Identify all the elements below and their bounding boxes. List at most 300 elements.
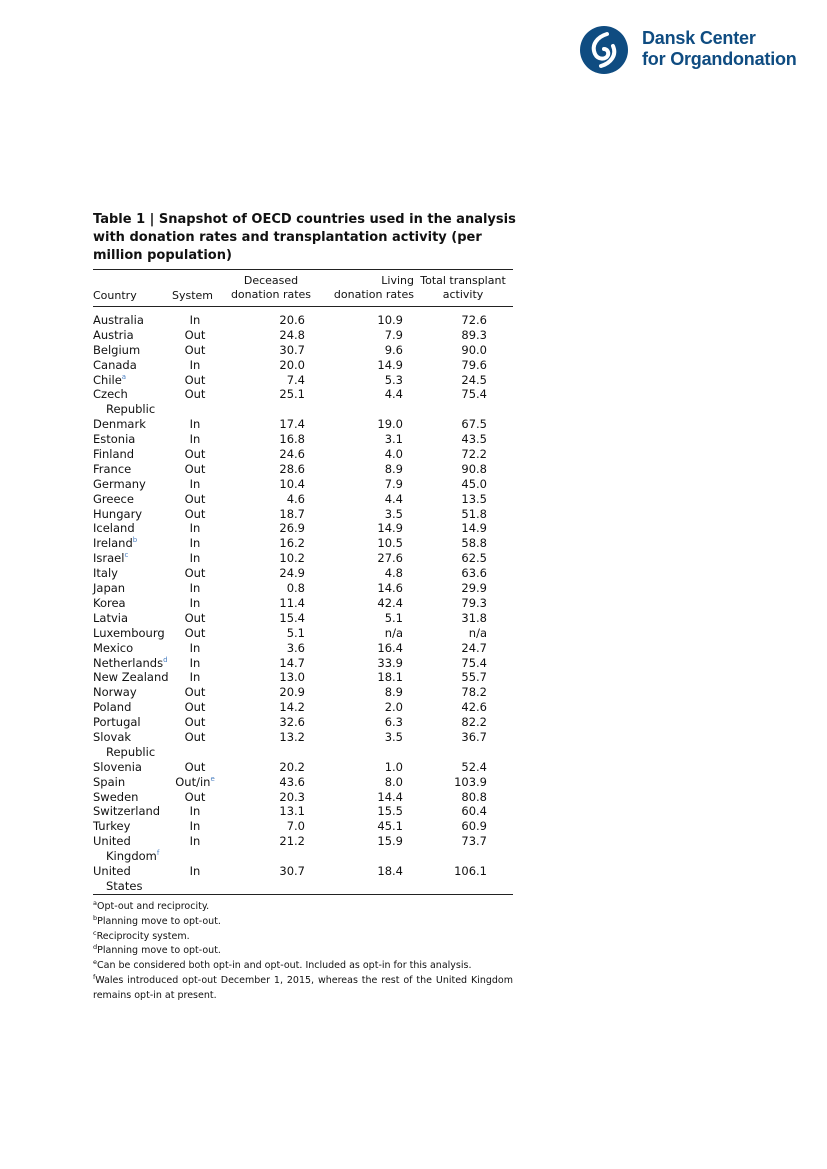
cell-living: 7.9 (384, 476, 403, 491)
cell-deceased: 14.7 (279, 655, 305, 670)
cell-deceased: 26.9 (279, 521, 305, 536)
country-name: France (93, 461, 132, 476)
system-value: In (189, 313, 201, 327)
cell-living: 5.1 (384, 610, 403, 625)
cell-country (93, 670, 173, 685)
cell-living: 4.4 (384, 387, 403, 402)
header-deceased-line2: donation rates (230, 288, 312, 301)
cell-deceased: 20.3 (279, 789, 305, 804)
cell-system (173, 536, 217, 551)
system-value: In (189, 804, 201, 819)
cell-system (173, 551, 217, 566)
cell-deceased: 20.6 (279, 313, 305, 327)
cell-country (93, 775, 173, 790)
cell-total: 31.8 (461, 610, 487, 625)
cell-system (173, 581, 217, 596)
system-value: Out (184, 566, 206, 581)
cell-country (93, 641, 173, 656)
country-name-cont (93, 879, 173, 894)
cell-country (93, 343, 173, 358)
cell-country (93, 551, 173, 566)
cell-deceased: 20.0 (279, 357, 305, 372)
header-living (322, 274, 414, 302)
country-name: Israel (93, 551, 125, 566)
system-value: In (189, 655, 201, 670)
header-living-line1: Living (381, 274, 414, 287)
cell-country (93, 447, 173, 462)
table-row (93, 566, 513, 581)
header-total-line1: Total transplant (420, 274, 506, 287)
system-value: Out (184, 789, 206, 804)
cell-system (173, 596, 217, 611)
cell-deceased: 24.6 (279, 447, 305, 462)
cell-system (173, 566, 217, 581)
country-name-cont (93, 745, 173, 760)
cell-deceased: 24.9 (279, 566, 305, 581)
system-value: Out (184, 342, 206, 357)
country-name: Ireland (93, 536, 133, 551)
cell-deceased: 10.2 (279, 551, 305, 566)
cell-total: 14.9 (461, 521, 487, 536)
table-row (93, 507, 513, 522)
cell-deceased: 14.2 (279, 700, 305, 715)
cell-country (93, 596, 173, 611)
footnote-mark: f (93, 972, 96, 981)
table-row (93, 432, 513, 447)
system-value: Out (184, 506, 206, 521)
cell-country (93, 790, 173, 805)
cell-country (93, 656, 173, 671)
footnote-marker: f (156, 849, 160, 858)
cell-living: 27.6 (377, 551, 403, 566)
country-name-cont-text: Kingdom (106, 849, 157, 864)
cell-living: 9.6 (384, 342, 403, 357)
table-row (93, 864, 513, 894)
table-bottom-rule (93, 894, 513, 895)
cell-deceased: 15.4 (279, 610, 305, 625)
system-value: Out (184, 461, 206, 476)
cell-total: 72.2 (461, 447, 487, 462)
cell-total: 13.5 (461, 491, 487, 506)
system-value: In (189, 581, 201, 596)
cell-system (173, 804, 217, 819)
cell-country (93, 432, 173, 447)
country-name: Latvia (93, 610, 129, 625)
cell-system (173, 626, 217, 641)
cell-country (93, 760, 173, 775)
country-name-cont (93, 849, 173, 864)
cell-living: 45.1 (377, 819, 403, 834)
table-row (93, 462, 513, 477)
cell-deceased: 25.1 (279, 387, 305, 402)
brand-name (642, 28, 797, 70)
cell-system (173, 387, 217, 402)
footnote-text: Wales introduced opt-out December 1, 2015, whereas the rest of the United Kingdom remains opt-in at present. (93, 974, 513, 1001)
cell-total: 103.9 (454, 774, 487, 789)
table-row (93, 641, 513, 656)
country-name: Slovak (93, 729, 132, 744)
country-name: Finland (93, 447, 135, 462)
table-row (93, 387, 513, 417)
cell-country (93, 804, 173, 819)
cell-living: 4.4 (384, 491, 403, 506)
cell-living: 8.9 (384, 461, 403, 476)
country-name: Norway (93, 685, 137, 700)
table-row (93, 492, 513, 507)
cell-country (93, 819, 173, 834)
cell-living: 3.5 (384, 506, 403, 521)
cell-total: 24.7 (461, 640, 487, 655)
cell-total: 45.0 (461, 476, 487, 491)
table-row (93, 656, 513, 671)
cell-system (173, 656, 217, 671)
system-value: In (189, 521, 201, 536)
cell-living: 33.9 (377, 655, 403, 670)
cell-country (93, 373, 173, 388)
cell-system (173, 775, 217, 790)
header-system: System (172, 289, 214, 302)
footnote-text: Can be considered both opt-in and opt-out. Included as opt-in for this analysis. (97, 960, 472, 972)
country-name: Turkey (93, 819, 131, 834)
system-value: Out/in (175, 774, 211, 789)
country-name: United (93, 834, 131, 849)
cell-deceased: 16.2 (279, 536, 305, 551)
footnote-text: Opt-out and reciprocity. (96, 901, 210, 912)
table-row (93, 417, 513, 432)
table-row (93, 551, 513, 566)
cell-deceased: 13.0 (279, 670, 305, 685)
country-name: Austria (93, 327, 134, 342)
cell-total: 75.4 (461, 387, 487, 402)
country-name: Canada (93, 357, 137, 372)
system-value: In (189, 432, 201, 447)
table-row (93, 730, 513, 760)
cell-total: 29.9 (461, 581, 487, 596)
cell-living: n/a (384, 625, 403, 640)
cell-living: 6.3 (384, 715, 403, 730)
table-row (93, 700, 513, 715)
system-value: In (189, 551, 201, 566)
country-name: Portugal (93, 715, 141, 730)
cell-deceased: 32.6 (279, 715, 305, 730)
table-row (93, 343, 513, 358)
cell-total: 73.7 (461, 834, 487, 849)
cell-deceased: 20.2 (279, 759, 305, 774)
table-row (93, 670, 513, 685)
system-value: Out (184, 372, 206, 387)
cell-system (173, 819, 217, 834)
table-row (93, 313, 513, 328)
table-row (93, 581, 513, 596)
cell-living: 15.9 (377, 834, 403, 849)
system-value: Out (184, 491, 206, 506)
cell-system (173, 507, 217, 522)
table-caption: Table 1 | Snapshot of OECD countries used in the analysis with donation rates and transplantation activity (per million population) (93, 212, 516, 263)
country-name: Korea (93, 595, 126, 610)
cell-total: 52.4 (461, 759, 487, 774)
footnote (93, 944, 513, 959)
cell-system (173, 685, 217, 700)
cell-total: 63.6 (461, 566, 487, 581)
footnote (93, 930, 513, 945)
country-name-cont-text: Republic (106, 402, 156, 417)
table-footnotes (93, 900, 513, 1004)
system-value: In (189, 536, 201, 551)
cell-living: 14.9 (377, 357, 403, 372)
header-deceased-line1: Deceased (243, 274, 299, 287)
header-total (412, 274, 514, 302)
cell-total: 80.8 (461, 789, 487, 804)
cell-deceased: 3.6 (286, 640, 305, 655)
table-row (93, 685, 513, 700)
cell-deceased: 30.7 (279, 342, 305, 357)
table-row (93, 596, 513, 611)
system-value: Out (184, 715, 206, 730)
cell-deceased: 13.2 (279, 729, 305, 744)
table-row (93, 536, 513, 551)
country-name: Switzerland (93, 804, 161, 819)
country-name: Mexico (93, 640, 134, 655)
cell-total: 62.5 (461, 551, 487, 566)
cell-living: 14.4 (377, 789, 403, 804)
cell-deceased: 16.8 (279, 432, 305, 447)
country-name: Greece (93, 491, 134, 506)
cell-country (93, 462, 173, 477)
cell-deceased: 17.4 (279, 417, 305, 432)
brand-line-2: for Organdonation (642, 49, 797, 69)
cell-deceased: 13.1 (279, 804, 305, 819)
system-value: In (189, 417, 201, 432)
table-row (93, 477, 513, 492)
cell-total: 24.5 (461, 372, 487, 387)
table-row (93, 834, 513, 864)
footnote-marker: a (121, 372, 127, 381)
country-name-cont-text: Republic (106, 744, 156, 759)
cell-total: 78.2 (461, 685, 487, 700)
cell-living: 10.9 (377, 313, 403, 327)
country-name: New Zealand (93, 670, 169, 685)
country-name: Belgium (93, 342, 141, 357)
country-name: Luxembourg (93, 625, 165, 640)
table-row (93, 790, 513, 805)
cell-total: 55.7 (461, 670, 487, 685)
cell-deceased: 43.6 (279, 774, 305, 789)
cell-living: 2.0 (384, 700, 403, 715)
cell-system (173, 670, 217, 685)
cell-country (93, 328, 173, 343)
table-row (93, 358, 513, 373)
cell-country (93, 536, 173, 551)
footnote (93, 974, 513, 1004)
cell-deceased: 21.2 (279, 834, 305, 849)
footnote-marker: d (163, 655, 168, 664)
table-row (93, 626, 513, 641)
country-name-cont-text: States (106, 878, 143, 893)
cell-deceased: 11.4 (279, 595, 305, 610)
country-name: Italy (93, 566, 118, 581)
footnote (93, 915, 513, 930)
cell-deceased: 5.1 (286, 625, 305, 640)
cell-country (93, 611, 173, 626)
cell-living: 4.8 (384, 566, 403, 581)
cell-living: 18.4 (377, 864, 403, 878)
cell-living: 8.9 (384, 685, 403, 700)
cell-total: 79.6 (461, 357, 487, 372)
country-name: Czech (93, 387, 128, 402)
country-name: Sweden (93, 789, 139, 804)
footnote-text: Reciprocity system. (96, 930, 190, 942)
footnote (93, 900, 513, 915)
footnote-mark: d (93, 943, 98, 952)
cell-system (173, 432, 217, 447)
cell-system (173, 313, 217, 328)
cell-country (93, 626, 173, 641)
cell-total: 67.5 (461, 417, 487, 432)
cell-total: n/a (468, 625, 487, 640)
cell-total: 90.8 (461, 461, 487, 476)
cell-living: 14.9 (377, 521, 403, 536)
cell-system (173, 328, 217, 343)
cell-total: 90.0 (461, 342, 487, 357)
cell-system (173, 417, 217, 432)
cell-living: 5.3 (384, 372, 403, 387)
cell-country (93, 715, 173, 730)
cell-living: 19.0 (377, 417, 403, 432)
cell-total: 36.7 (461, 729, 487, 744)
cell-deceased: 4.6 (286, 491, 305, 506)
footnote (93, 959, 513, 974)
cell-living: 10.5 (377, 536, 403, 551)
cell-living: 15.5 (377, 804, 403, 819)
system-value: Out (184, 387, 206, 402)
footnote-text: Planning move to opt-out. (97, 945, 221, 957)
table-row (93, 373, 513, 388)
system-value: Out (184, 625, 206, 640)
system-value: In (189, 640, 201, 655)
footnote-mark: a (93, 898, 97, 907)
cell-total: 60.4 (461, 804, 487, 819)
cell-system (173, 521, 217, 536)
cell-total: 60.9 (461, 819, 487, 834)
country-name: Germany (93, 476, 146, 491)
footnote-marker: c (124, 551, 129, 560)
cell-country (93, 387, 173, 417)
table-row (93, 611, 513, 626)
header-deceased (225, 274, 317, 302)
cell-system (173, 715, 217, 730)
brand-line-1: Dansk Center (642, 28, 756, 48)
table-row (93, 328, 513, 343)
cell-living: 1.0 (384, 759, 403, 774)
system-value: Out (184, 700, 206, 715)
country-name: United (93, 864, 131, 878)
cell-country (93, 834, 173, 864)
footnote-mark: e (93, 958, 97, 967)
cell-total: 51.8 (461, 506, 487, 521)
system-value: In (189, 864, 201, 878)
cell-living: 42.4 (377, 595, 403, 610)
cell-living: 3.5 (384, 729, 403, 744)
brand-logo (578, 25, 818, 77)
cell-system (173, 462, 217, 477)
table-row (93, 521, 513, 536)
cell-living: 3.1 (384, 432, 403, 447)
cell-country (93, 492, 173, 507)
table-row (93, 760, 513, 775)
cell-living: 7.9 (384, 327, 403, 342)
table-row (93, 819, 513, 834)
cell-system (173, 447, 217, 462)
country-name-cont (93, 402, 173, 417)
system-value: Out (184, 610, 206, 625)
cell-deceased: 10.4 (279, 476, 305, 491)
system-value: Out (184, 327, 206, 342)
system-value: Out (184, 447, 206, 462)
country-name: Hungary (93, 506, 143, 521)
country-name: Iceland (93, 521, 135, 536)
footnote-mark: b (93, 913, 98, 922)
country-name: Japan (93, 581, 126, 596)
cell-system (173, 477, 217, 492)
cell-country (93, 313, 173, 328)
table-row (93, 447, 513, 462)
cell-country (93, 521, 173, 536)
cell-country (93, 566, 173, 581)
system-value: Out (184, 729, 206, 744)
cell-total: 82.2 (461, 715, 487, 730)
system-value: Out (184, 759, 206, 774)
cell-system (173, 834, 217, 849)
cell-country (93, 417, 173, 432)
cell-living: 18.1 (377, 670, 403, 685)
cell-deceased: 28.6 (279, 461, 305, 476)
cell-country (93, 581, 173, 596)
cell-living: 14.6 (377, 581, 403, 596)
system-value: In (189, 476, 201, 491)
cell-living: 16.4 (377, 640, 403, 655)
cell-total: 72.6 (461, 313, 487, 327)
cell-deceased: 24.8 (279, 327, 305, 342)
cell-system (173, 641, 217, 656)
cell-country (93, 700, 173, 715)
header-living-line2: donation rates (333, 288, 414, 301)
country-name: Australia (93, 313, 144, 327)
cell-country (93, 730, 173, 760)
cell-system (173, 373, 217, 388)
table-top-rule (93, 269, 513, 270)
cell-country (93, 507, 173, 522)
cell-total: 75.4 (461, 655, 487, 670)
cell-system (173, 343, 217, 358)
table-row (93, 775, 513, 790)
country-name: Estonia (93, 432, 136, 447)
cell-living: 8.0 (384, 774, 403, 789)
country-name: Slovenia (93, 759, 142, 774)
system-value: In (189, 670, 201, 685)
cell-system (173, 730, 217, 745)
footnote-text: Planning move to opt-out. (97, 915, 221, 927)
cell-total: 79.3 (461, 595, 487, 610)
cell-system (173, 492, 217, 507)
cell-total: 42.6 (461, 700, 487, 715)
footnote-mark: c (93, 928, 97, 937)
table-header-rule (93, 306, 513, 307)
cell-total: 106.1 (454, 864, 487, 878)
cell-deceased: 18.7 (279, 506, 305, 521)
system-value: In (189, 357, 201, 372)
header-country: Country (93, 289, 137, 302)
cell-total: 43.5 (461, 432, 487, 447)
